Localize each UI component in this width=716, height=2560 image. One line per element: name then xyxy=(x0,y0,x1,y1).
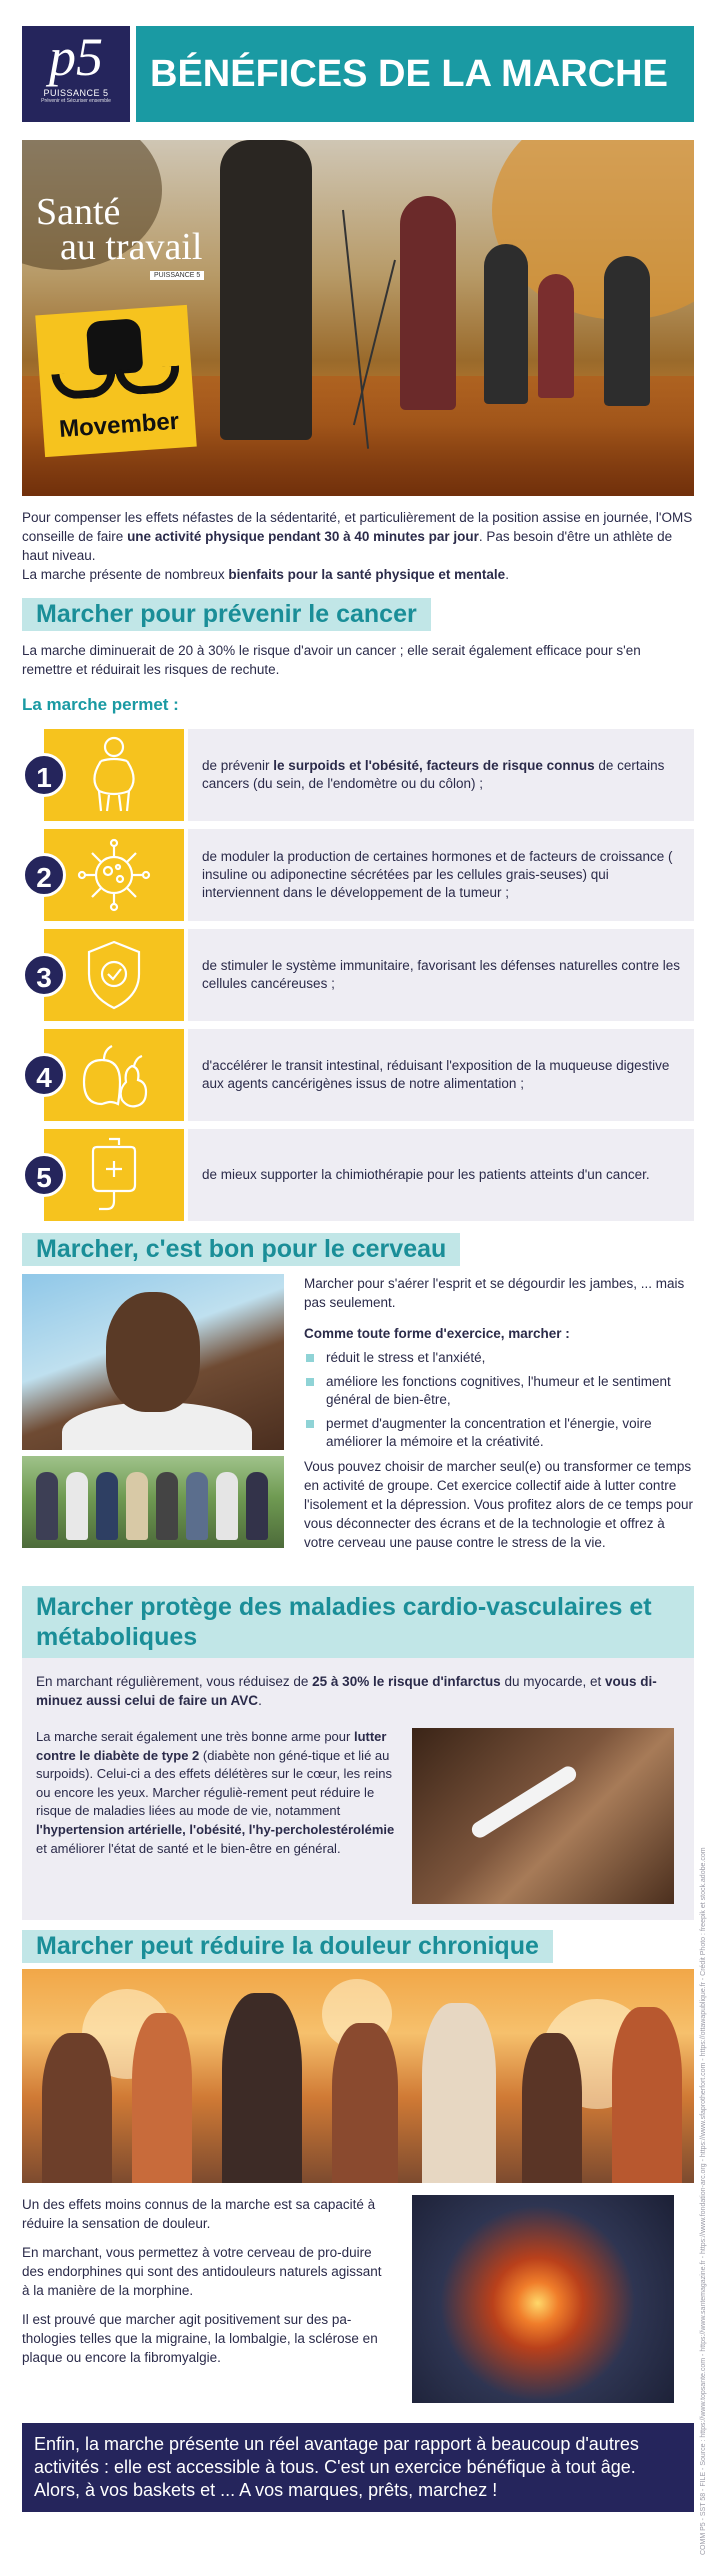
brain-intro: Marcher pour s'aérer l'esprit et se dégourdir les jambes, ... mais pas seulement. xyxy=(304,1276,685,1310)
photo-credit: COMM P5 - SST 58 - FILE - Source : https://www.topsante.com - https://www.santemagazine.fr - https://www.fondation-arc.org - https://www.sfaprotherfort.com - https://ottawapublique.fr - Crédit Photo : freepik et stock.adobe.com xyxy=(700,1847,707,2555)
item-number: 4 xyxy=(22,1053,66,1097)
benefit-item-5 xyxy=(22,1129,694,1221)
pain-paragraph-2: En marchant, vous permettez à votre cerveau de pro-duire des endorphines qui sont des antidouleurs naturels agissant à la manière de la morphine. xyxy=(22,2245,382,2298)
header xyxy=(22,26,694,122)
iv-bag-icon xyxy=(79,1135,149,1215)
conclusion-banner: Enfin, la marche présente un réel avantage par rapport à beaucoup d'autres activités : elle est accessible à tous. C'est un exercice bénéfique à tout âge. Alors, à vos baskets et ... A vos marques, prêts, marchez ! xyxy=(22,2423,694,2512)
pain-section xyxy=(22,1930,694,2411)
movember-label: Movember xyxy=(58,407,180,444)
item-text: de mieux supporter la chimiothérapie pour les patients atteints d'un cancer. xyxy=(188,1129,694,1221)
item-text: de moduler la production de certaines hormones et de facteurs de croissance ( insuline ou adiponectine sécrétées par les cellules grais-seuses) qui interviennent dans le développement de la tumeur ; xyxy=(188,829,694,921)
man-breathing-photo xyxy=(22,1274,284,1450)
brain-heading: Marcher, c'est bon pour le cerveau xyxy=(22,1233,460,1266)
intro xyxy=(22,508,694,584)
benefit-item-3 xyxy=(22,929,694,1021)
fruit-icon xyxy=(74,1036,154,1114)
pain-paragraph-1: Un des effets moins connus de la marche est sa capacité à réduire la sensation de douleur. xyxy=(22,2197,376,2231)
logo-mark: p5 xyxy=(49,27,103,87)
cardio-paragraph-1: En marchant régulièrement, vous réduisez de 25 à 30% le risque d'infarctus du myocarde, et vous di-minuez aussi celui de faire un AVC. xyxy=(36,1674,657,1708)
cell-icon xyxy=(74,835,154,915)
item-number: 1 xyxy=(22,753,66,797)
intro-paragraph-1: Pour compenser les effets néfastes de la sédentarité, et particulièrement de la position assise en journée, l'OMS conseille de faire une activité physique pendant 30 à 40 minutes par jour. Pas besoin d'être un athlète de haut niveau. xyxy=(22,510,693,563)
benefit-item-2 xyxy=(22,829,694,921)
item-text: de stimuler le système immunitaire, favorisant les défenses naturelles contre les cellules cancéreuses ; xyxy=(188,929,694,1021)
cardio-heading: Marcher protège des maladies cardio-vasculaires et métaboliques xyxy=(22,1586,694,1658)
sante-au-travail-logo xyxy=(36,191,204,282)
item-number: 3 xyxy=(22,953,66,997)
item-text: de prévenir le surpoids et l'obésité, facteurs de risque connus de certains cancers (du sein, de l'endomètre ou du côlon) ; xyxy=(188,729,694,821)
page-title: BÉNÉFICES DE LA MARCHE xyxy=(136,26,694,122)
brain-bullets-title: Comme toute forme d'exercice, marcher : xyxy=(304,1326,570,1341)
body-silhouette-icon xyxy=(81,735,147,815)
cancer-subheading: La marche permet : xyxy=(22,695,179,714)
cancer-text: La marche diminuerait de 20 à 30% le risque d'avoir un cancer ; elle serait également efficace pour s'en remettre et réduirait les risques de rechute. xyxy=(22,643,641,677)
page xyxy=(22,26,694,2512)
benefit-item-4 xyxy=(22,1029,694,1121)
puissance5-logo xyxy=(22,26,130,122)
brain-group-text: Vous pouvez choisir de marcher seul(e) ou transformer ce temps en activité de groupe. Cet exercice collectif aide à lutter contre l'isolement et la dépression. Vous profitez alors de ce temps pour vous déconnecter des écrans et de la technologie et offrez à votre cerveau une pause contre le stress de la vie. xyxy=(304,1459,694,1550)
insulin-pen-photo xyxy=(412,1728,674,1904)
cancer-section xyxy=(22,598,694,1221)
movember-badge xyxy=(35,305,197,457)
item-number: 2 xyxy=(22,853,66,897)
crowd-walking-photo xyxy=(22,1969,694,2183)
pain-heading: Marcher peut réduire la douleur chronique xyxy=(22,1930,553,1963)
list-item: réduit le stress et l'anxiété, xyxy=(304,1349,694,1367)
cancer-heading: Marcher pour prévenir le cancer xyxy=(22,598,431,631)
mustache-icon xyxy=(51,370,117,400)
shield-icon xyxy=(79,936,149,1014)
hero-image xyxy=(22,140,694,496)
brand-sub: PUISSANCE 5 xyxy=(150,271,204,280)
item-text: d'accélérer le transit intestinal, réduisant l'exposition de la muqueuse digestive aux agents cancérigènes issus de notre alimentation ; xyxy=(188,1029,694,1121)
logo-tagline: Prévenir et Sécuriser ensemble xyxy=(41,98,111,104)
brain-bullet-list xyxy=(304,1349,694,1451)
list-item: permet d'augmenter la concentration et l'énergie, voire améliorer la mémoire et la créativité. xyxy=(304,1415,694,1451)
benefit-list xyxy=(22,729,694,1221)
cardio-section xyxy=(22,1586,694,1920)
brand-line-1: Santé xyxy=(36,191,121,233)
brand-line-2: au travail xyxy=(60,226,203,268)
list-item: améliore les fonctions cognitives, l'humeur et le sentiment général de bien-être, xyxy=(304,1373,694,1409)
logo-name: PUISSANCE 5 xyxy=(43,88,109,98)
cardio-paragraph-2: La marche serait également une très bonne arme pour lutter contre le diabète de type 2 (diabète non géné-tique et lié au surpoids). Celui-ci a des effets délétères sur le cœur, les reins ou encore les yeux. Marcher réguliè-rement peut réduire le risque de maladies liées au mode de vie, notamment l'hypertension artérielle, l'obésité, l'hy-percholestérolémie et améliorer l'état de santé et le bien-être en général. xyxy=(36,1729,395,1856)
fist-icon xyxy=(86,318,144,376)
group-walking-photo xyxy=(22,1456,284,1548)
item-number: 5 xyxy=(22,1153,66,1197)
intro-paragraph-2: La marche présente de nombreux bienfaits pour la santé physique et mentale. xyxy=(22,567,509,582)
benefit-item-1 xyxy=(22,729,694,821)
brain-section xyxy=(22,1233,694,1574)
pain-paragraph-3: Il est prouvé que marcher agit positivement sur des pa-thologies telles que la migraine, la lombalgie, la sclérose en plaque ou encore la fibromyalgie. xyxy=(22,2312,378,2365)
knee-pain-photo xyxy=(412,2195,674,2403)
